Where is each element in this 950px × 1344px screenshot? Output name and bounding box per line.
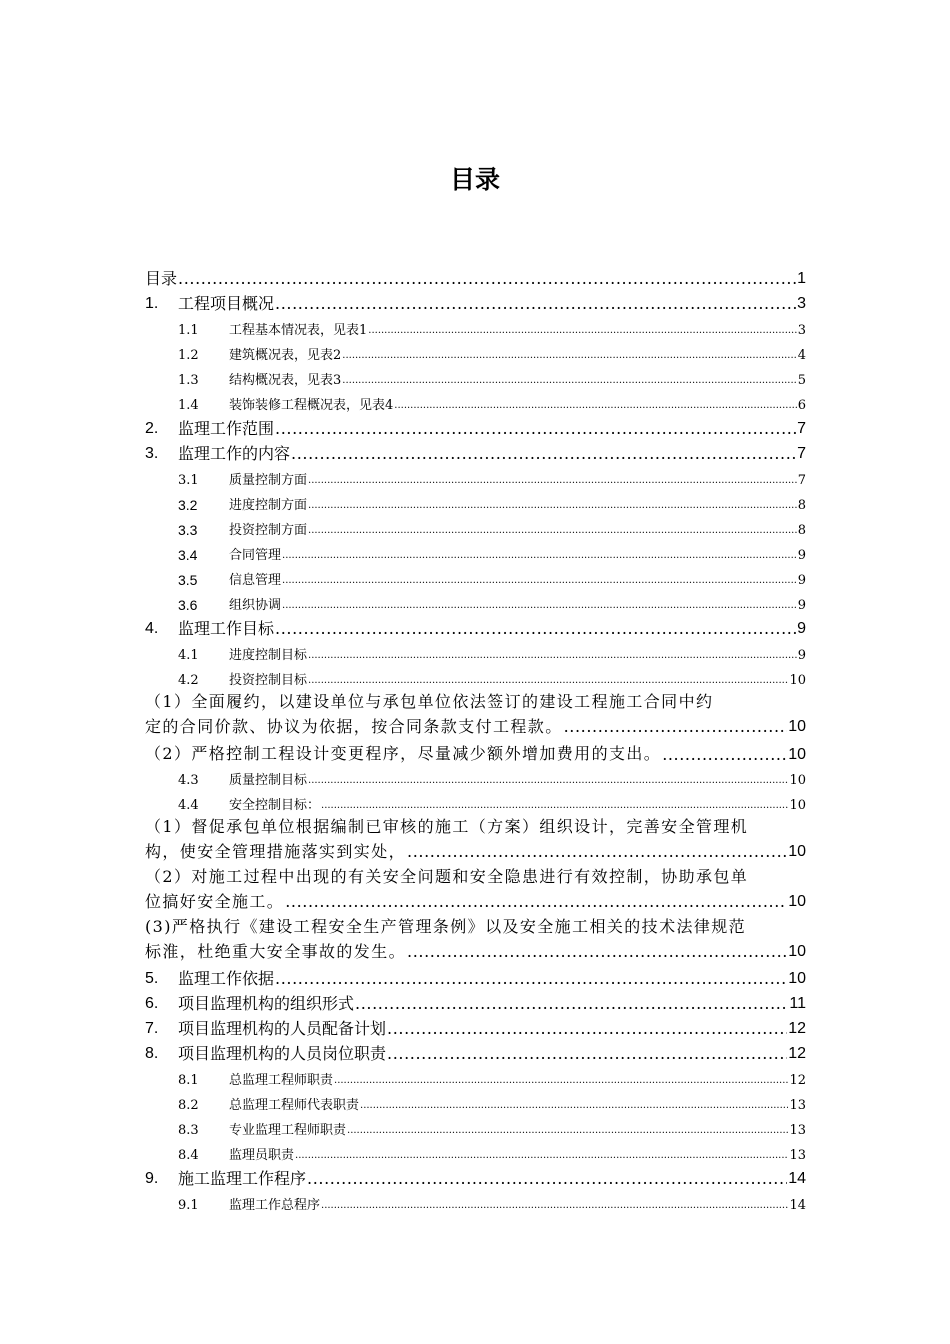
dot-leader <box>308 772 788 789</box>
dot-leader <box>308 647 797 664</box>
toc-subentry[interactable] <box>145 389 806 414</box>
toc-paragraph-entry[interactable] <box>145 814 806 864</box>
toc-entry-text: 项目监理机构的人员配备计划 <box>178 1019 387 1038</box>
toc-number: 3.1 <box>178 473 199 488</box>
toc-number: 3.3 <box>178 522 198 538</box>
toc-page-number: 10 <box>788 843 806 860</box>
toc-entry-text: 总监理工程师职责 <box>229 1073 334 1088</box>
toc-subentry[interactable] <box>145 364 806 389</box>
dot-leader <box>282 572 797 589</box>
toc-number: 1.3 <box>178 373 199 388</box>
toc-paragraph-entry[interactable] <box>145 689 806 739</box>
toc-paragraph-line: （1）督促承包单位根据编制已审核的施工（方案）组织设计，完善安全管理机 <box>145 817 749 836</box>
toc-number: 4.3 <box>178 773 199 788</box>
toc-page-number: 10 <box>788 943 806 960</box>
toc-paragraph-line: （1）全面履约，以建设单位与承包单位依法签订的建设工程施工合同中约 <box>145 692 714 711</box>
toc-number: 1. <box>145 295 159 312</box>
toc-number: 4.1 <box>178 648 199 663</box>
toc-page-number: 9 <box>797 598 806 613</box>
dot-leader <box>342 347 796 364</box>
toc-number: 6. <box>145 995 159 1012</box>
toc-entry-text: 监理工作总程序 <box>229 1198 321 1213</box>
toc-page-number: 9 <box>797 648 806 663</box>
toc-number: 9.1 <box>178 1198 199 1213</box>
dot-leader <box>355 994 788 1014</box>
dot-leader <box>307 1169 787 1189</box>
toc-subentry[interactable] <box>145 489 806 514</box>
toc-subentry[interactable] <box>145 789 806 814</box>
toc-entry-text: 投资控制方面 <box>229 523 308 538</box>
toc-entry-text: 项目监理机构的人员岗位职责 <box>178 1044 387 1063</box>
dot-leader <box>564 714 788 739</box>
toc-paragraph-entry[interactable] <box>145 864 806 914</box>
toc-subentry[interactable] <box>145 664 806 689</box>
toc-subentry[interactable] <box>145 1114 806 1139</box>
toc-entry-text: 监理工作范围 <box>178 419 275 438</box>
toc-number: 3. <box>145 445 159 462</box>
toc-entry[interactable] <box>145 1014 806 1039</box>
page-title: 目录 <box>449 165 500 194</box>
toc-number: 1.4 <box>178 398 199 413</box>
toc-page-number: 10 <box>788 746 806 763</box>
toc-page-number: 10 <box>788 970 806 987</box>
toc-entry-text: 进度控制方面 <box>229 498 308 513</box>
toc-paragraph-line: 构，使安全管理措施落实到实处， <box>145 842 407 861</box>
dot-leader <box>291 444 796 464</box>
toc-paragraph-line: 位搞好安全施工。 <box>145 892 285 911</box>
toc-subentry[interactable] <box>145 339 806 364</box>
toc-number: 4. <box>145 620 159 637</box>
dot-leader <box>295 1147 788 1164</box>
table-of-contents <box>145 264 806 1214</box>
toc-number: 8. <box>145 1045 159 1062</box>
toc-entry[interactable] <box>145 989 806 1014</box>
toc-page-number: 8 <box>797 523 806 538</box>
toc-entry[interactable] <box>145 964 806 989</box>
dot-leader <box>275 969 787 989</box>
toc-number: 5. <box>145 970 159 987</box>
toc-number: 8.4 <box>178 1148 199 1163</box>
toc-entry-text: 信息管理 <box>229 573 282 588</box>
toc-page-number: 13 <box>789 1123 806 1138</box>
toc-number: 8.3 <box>178 1123 199 1138</box>
toc-page-number: 10 <box>788 718 806 735</box>
toc-subentry[interactable] <box>145 564 806 589</box>
toc-entry-text: 监理员职责 <box>229 1148 295 1163</box>
toc-entry-text: 专业监理工程师职责 <box>229 1123 347 1138</box>
dot-leader <box>387 1019 787 1039</box>
toc-subentry[interactable] <box>145 1189 806 1214</box>
toc-entry[interactable] <box>145 414 806 439</box>
dot-leader <box>394 397 796 414</box>
toc-page-number: 6 <box>797 398 806 413</box>
toc-number: 2. <box>145 420 159 437</box>
toc-subentry[interactable] <box>145 539 806 564</box>
toc-page-number: 10 <box>788 893 806 910</box>
toc-entry-text: 安全控制目标： <box>229 798 321 813</box>
toc-entry-text: 目录 <box>145 269 178 288</box>
toc-page-number: 1 <box>797 270 806 287</box>
dot-leader <box>308 522 797 539</box>
toc-page-number: 11 <box>789 995 806 1012</box>
dot-leader <box>275 419 796 439</box>
toc-page-number: 7 <box>797 445 806 462</box>
dot-leader <box>368 322 796 339</box>
toc-page-number: 4 <box>797 348 806 363</box>
toc-number: 8.1 <box>178 1073 199 1088</box>
toc-page-number: 13 <box>789 1098 806 1113</box>
toc-subentry[interactable] <box>145 314 806 339</box>
toc-subentry[interactable] <box>145 589 806 614</box>
toc-subentry[interactable] <box>145 1064 806 1089</box>
dot-leader <box>285 889 787 914</box>
toc-number: 3.2 <box>178 497 198 513</box>
toc-page-number: 10 <box>789 773 806 788</box>
toc-entry-text: 合同管理 <box>229 548 282 563</box>
toc-entry-text: 进度控制目标 <box>229 648 308 663</box>
toc-subentry[interactable] <box>145 1089 806 1114</box>
toc-entry[interactable] <box>145 1039 806 1064</box>
toc-number: 1.2 <box>178 348 199 363</box>
toc-paragraph-line: 定的合同价款、协议为依据，按合同条款支付工程款。 <box>145 717 563 736</box>
dot-leader <box>321 797 788 814</box>
toc-entry-text: 监理工作的内容 <box>178 444 291 463</box>
toc-paragraph-line: 标淮，杜绝重大安全事故的发生。 <box>145 942 407 961</box>
dot-leader <box>407 839 787 864</box>
dot-leader <box>275 294 796 314</box>
toc-page-number: 9 <box>797 548 806 563</box>
toc-entry-text: 组织协调 <box>229 598 282 613</box>
toc-page-number: 10 <box>789 798 806 813</box>
toc-paragraph-line: （2）对施工过程中出现的有关安全问题和安全隐患进行有效控制，协助承包单 <box>145 867 749 886</box>
toc-number: 3.5 <box>178 572 198 588</box>
toc-page-number: 12 <box>789 1073 806 1088</box>
toc-subentry[interactable] <box>145 639 806 664</box>
toc-page-number: 8 <box>797 498 806 513</box>
dot-leader <box>308 472 797 489</box>
toc-entry-text: 投资控制目标 <box>229 673 308 688</box>
toc-subentry[interactable] <box>145 514 806 539</box>
toc-entry-text: 总监理工程师代表职责 <box>229 1098 360 1113</box>
toc-page-number: 12 <box>788 1045 806 1062</box>
toc-paragraph-line: （2）严格控制工程设计变更程序，尽量减少额外增加费用的支出。 <box>145 744 662 763</box>
toc-subentry[interactable] <box>145 464 806 489</box>
dot-leader <box>347 1122 788 1139</box>
toc-entry-text: 工程项目概况 <box>178 294 275 313</box>
toc-number: 4.2 <box>178 673 199 688</box>
dot-leader <box>407 939 787 964</box>
dot-leader <box>178 269 796 289</box>
toc-number: 1.1 <box>178 323 199 338</box>
dot-leader <box>387 1044 787 1064</box>
dot-leader <box>282 597 797 614</box>
toc-number: 3.4 <box>178 547 198 563</box>
toc-page-number: 5 <box>797 373 806 388</box>
toc-page-number: 12 <box>788 1020 806 1037</box>
toc-entry-text: 建筑概况表，见表2 <box>229 348 342 363</box>
toc-paragraph-entry[interactable] <box>145 914 806 964</box>
toc-entry-text: 质量控制目标 <box>229 773 308 788</box>
toc-entry-text: 结构概况表，见表3 <box>229 373 342 388</box>
toc-page-number: 14 <box>788 1170 806 1187</box>
toc-number: 7. <box>145 1020 159 1037</box>
dot-leader <box>308 497 797 514</box>
toc-entry[interactable] <box>145 614 806 639</box>
toc-page-number: 3 <box>797 295 806 312</box>
toc-entry-text: 施工监理工作程序 <box>178 1169 307 1188</box>
dot-leader <box>321 1197 788 1214</box>
toc-number: 8.2 <box>178 1098 199 1113</box>
toc-page-number: 7 <box>797 420 806 437</box>
toc-entry[interactable] <box>145 264 806 289</box>
toc-entry[interactable] <box>145 289 806 314</box>
toc-number: 3.6 <box>178 597 198 613</box>
dot-leader <box>662 745 787 764</box>
toc-paragraph-line: (3)严格执行《建设工程安全生产管理条例》以及安全施工相关的技术法律规范 <box>145 917 747 936</box>
toc-page-number: 10 <box>789 673 806 688</box>
toc-entry[interactable] <box>145 439 806 464</box>
toc-page-number: 14 <box>789 1198 806 1213</box>
toc-number: 9. <box>145 1170 159 1187</box>
dot-leader <box>308 672 788 689</box>
toc-page-number: 3 <box>797 323 806 338</box>
toc-entry-text: 项目监理机构的组织形式 <box>178 994 355 1013</box>
toc-entry-text: 监理工作目标 <box>178 619 275 638</box>
dot-leader <box>334 1072 788 1089</box>
toc-page-number: 7 <box>797 473 806 488</box>
toc-entry-text: 装饰装修工程概况表，见表4 <box>229 398 394 413</box>
toc-subentry[interactable] <box>145 1139 806 1164</box>
dot-leader <box>360 1097 788 1114</box>
toc-paragraph-entry[interactable] <box>145 739 806 764</box>
toc-page-number: 9 <box>797 620 806 637</box>
toc-entry-text: 工程基本情况表，见表1 <box>229 323 368 338</box>
dot-leader <box>275 619 796 639</box>
dot-leader <box>282 547 797 564</box>
dot-leader <box>342 372 796 389</box>
toc-entry[interactable] <box>145 1164 806 1189</box>
toc-entry-text: 质量控制方面 <box>229 473 308 488</box>
toc-entry-text: 监理工作依据 <box>178 969 275 988</box>
toc-page-number: 13 <box>789 1148 806 1163</box>
toc-page-number: 9 <box>797 573 806 588</box>
toc-number: 4.4 <box>178 798 199 813</box>
toc-subentry[interactable] <box>145 764 806 789</box>
